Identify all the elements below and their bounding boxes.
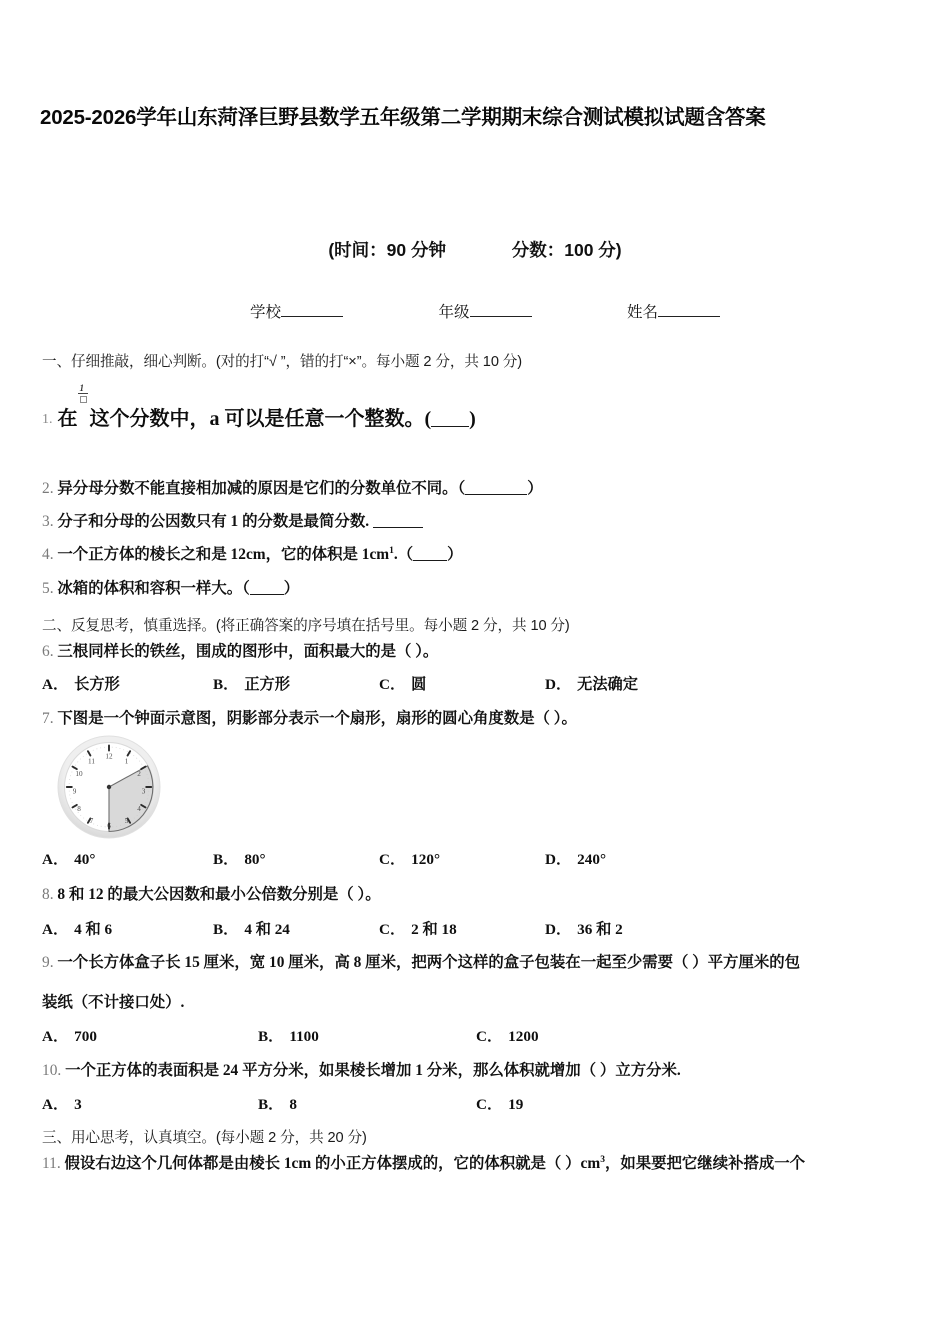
question-5-tail: ） [283,580,300,597]
question-4-text-a: 一个正方体的棱长之和是 12cm，它的体积是 1cm [57,546,390,563]
clock-numeral-8: 8 [77,805,81,813]
question-7-number: 7. [42,710,54,727]
question-9-line2: 装纸（不计接口处）. [42,994,185,1011]
question-6 [42,641,438,663]
question-8 [42,884,381,906]
grade-blank[interactable] [470,302,532,317]
option-b-label: B． [213,676,239,693]
question-5-text: 冰箱的体积和容积一样大。（ [57,580,250,597]
question-5 [42,578,299,600]
option-d-label: D． [545,851,572,868]
question-11 [42,1153,805,1175]
question-10-options [42,1093,912,1115]
clock-numeral-12: 12 [105,752,113,761]
question-9-option-a[interactable] [42,1025,97,1046]
option-b-label: B． [213,851,239,868]
option-b-value: 正方形 [244,676,290,693]
question-9-options [42,1025,912,1047]
question-8-option-b[interactable] [213,918,290,939]
question-10-text: 一个正方体的表面积是 24 平方分米，如果棱长增加 1 分米，那么体积就增加（ ）立方分米. [65,1062,681,1079]
question-7 [42,708,577,730]
question-1-tail: ) [469,408,476,430]
question-3-text: 分子和分母的公因数只有 1 的分数是最简分数. [57,513,370,530]
option-c-label: C． [379,676,406,693]
question-4-tail: ） [447,546,463,563]
option-d-label: D． [545,676,572,693]
question-5-answer-blank[interactable] [250,581,284,595]
time-label: (时间：90 分钟 [328,240,446,260]
name-blank[interactable] [658,302,720,317]
question-4-text-b: .（ [393,546,414,563]
question-1-answer-blank[interactable] [431,413,469,427]
clock-numeral-4: 4 [137,805,141,813]
question-9-option-b[interactable] [258,1025,319,1046]
question-6-number: 6. [42,643,54,660]
question-5-number: 5. [42,580,54,597]
option-d-value: 无法确定 [577,676,638,693]
question-1-number: 1. [42,412,53,427]
option-b-label: B． [213,921,239,938]
question-11-text-b: ，如果要把它继续补搭成一个 [604,1155,806,1172]
question-10-option-a[interactable] [42,1093,82,1114]
question-6-option-c[interactable] [379,673,426,694]
question-9 [42,952,800,974]
clock-numeral-7: 7 [89,817,94,825]
question-10-number: 10. [42,1062,62,1079]
question-8-option-c[interactable] [379,918,457,939]
option-b-value: 4 和 24 [244,921,290,938]
option-d-value: 36 和 2 [577,921,623,938]
question-7-option-b[interactable] [213,848,266,869]
option-a-label: A． [42,676,69,693]
question-6-option-d[interactable] [545,673,638,694]
question-3-answer-blank[interactable] [373,514,423,528]
school-label: 学校 [250,304,282,321]
question-4-number: 4. [42,546,54,563]
question-11-text-a: 假设右边这个几何体都是由棱长 1cm 的小正方体摆成的，它的体积就是（ ）cm [64,1155,601,1172]
question-2-number: 2. [42,480,54,497]
question-3-number: 3. [42,513,54,530]
option-a-label: A． [42,1028,69,1045]
option-c-label: C． [379,851,406,868]
question-6-text: 三根同样长的铁丝，围成的图形中，面积最大的是（ ）。 [57,643,439,660]
page-title: 2025-2026学年山东菏泽巨野县数学五年级第二学期期末综合测试模拟试题含答案 [40,106,766,129]
option-b-value: 1100 [289,1028,319,1045]
school-blank[interactable] [281,302,343,317]
question-6-option-b[interactable] [213,673,290,694]
option-b-label: B． [258,1028,284,1045]
option-b-label: B． [258,1096,284,1113]
question-2-answer-blank[interactable] [465,481,527,495]
score-label: 分数：100 分) [511,240,622,260]
option-c-value: 120° [411,851,441,868]
question-7-text: 下图是一个钟面示意图，阴影部分表示一个扇形，扇形的圆心角度数是（ ）。 [57,710,577,727]
exam-meta-line [0,237,950,262]
option-a-value: 4 和 6 [74,921,113,938]
section-heading-1: 一、仔细推敲，细心判断。(对的打“√ ”，错的打“×”。每小题 2 分，共 10 分) [42,354,523,370]
option-a-label: A． [42,851,69,868]
name-field[interactable] [627,300,720,322]
question-6-options [42,673,912,695]
question-4-superscript: 1 [389,544,394,556]
clock-numeral-10: 10 [75,770,83,778]
option-c-label: C． [379,921,406,938]
question-7-option-d[interactable] [545,848,606,869]
section-heading-3: 三、用心思考，认真填空。(每小题 2 分，共 20 分) [42,1130,367,1146]
question-7-option-c[interactable] [379,848,440,869]
question-10-option-b[interactable] [258,1093,297,1114]
option-c-label: C． [476,1028,503,1045]
option-c-value: 1200 [508,1028,539,1045]
question-7-option-a[interactable] [42,848,95,869]
option-d-label: D． [545,921,572,938]
clock-numeral-6: 6 [107,822,111,830]
question-2-text: 异分母分数不能直接相加减的原因是它们的分数单位不同。（ [57,480,466,497]
option-a-label: A． [42,1096,69,1113]
question-6-option-a[interactable] [42,673,120,694]
option-c-value: 圆 [411,676,427,693]
question-9-text: 一个长方体盒子长 15 厘米，宽 10 厘米，高 8 厘米，把两个这样的盒子包装在一起至少需要（ ）平方厘米的包 [57,954,801,971]
question-4 [42,544,463,566]
clock-numeral-1: 1 [124,757,129,766]
option-d-value: 240° [577,851,607,868]
question-2-tail: ） [527,480,543,497]
question-2 [42,478,543,500]
question-4-answer-blank[interactable] [413,547,447,561]
question-11-number: 11. [42,1155,61,1172]
grade-field[interactable] [438,300,531,322]
question-8-option-d[interactable] [545,918,623,939]
question-8-option-a[interactable] [42,918,112,939]
option-a-value: 700 [74,1028,97,1045]
option-b-value: 80° [244,851,266,868]
question-9-number: 9. [42,954,54,971]
question-1-pre: 在 [57,408,78,430]
name-label: 姓名 [626,304,658,321]
option-a-value: 长方形 [74,676,120,693]
option-b-value: 8 [289,1096,297,1113]
option-c-label: C． [476,1096,503,1113]
question-7-options [42,848,912,870]
option-a-value: 40° [74,851,96,868]
student-info-line [250,300,720,322]
question-1 [42,383,476,431]
clock-icon [50,733,168,841]
clock-numeral-11: 11 [88,757,95,766]
question-3 [42,511,423,533]
clock-numeral-5: 5 [124,817,129,825]
option-a-value: 3 [74,1096,82,1113]
question-9-option-c[interactable] [476,1025,539,1046]
question-8-text: 8 和 12 的最大公因数和最小公倍数分别是（ ）。 [57,886,381,903]
question-10-option-c[interactable] [476,1093,523,1114]
section-heading-2: 二、反复思考，慎重选择。(将正确答案的序号填在括号里。每小题 2 分，共 10 分) [42,618,570,634]
clock-numeral-9: 9 [72,787,77,796]
question-10 [42,1060,681,1082]
clock-numeral-2: 2 [137,770,141,778]
option-a-label: A． [42,921,69,938]
school-field[interactable] [250,300,343,322]
question-8-number: 8. [42,886,54,903]
option-c-value: 19 [508,1096,524,1113]
fraction-glyph: 1 [78,405,90,425]
option-c-value: 2 和 18 [411,921,457,938]
clock-numeral-3: 3 [141,787,146,796]
grade-label: 年级 [438,304,470,321]
question-8-options [42,918,912,940]
clock-face-figure [50,733,168,841]
question-1-post: 这个分数中，a 可以是任意一个整数。( [89,408,432,430]
question-11-superscript: 3 [600,1153,605,1165]
